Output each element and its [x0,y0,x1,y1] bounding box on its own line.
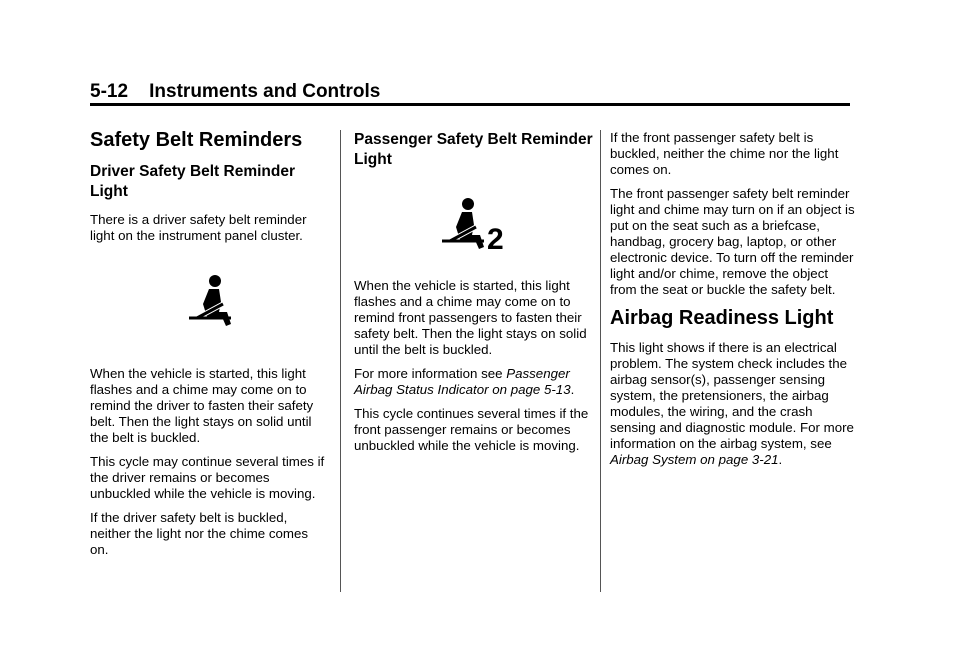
paragraph-text: This light shows if there is an electrical problem. The system check includes the airbag sensor(s), passenger sensing system, the pretensioners, the airbag modules, the wiring, and the crash sensing and diagnostic module. For more information on the airbag system, see [610,340,854,451]
section-heading-airbag-readiness: Airbag Readiness Light [610,307,834,329]
paragraph: This cycle may continue several times if the driver remains or becomes unbuckled while the vehicle is moving. [90,454,325,501]
paragraph: The front passenger safety belt reminder light and chime may turn on if an object is put on the seat such as a briefcase, handbag, grocery bag, laptop, or other electronic device. To turn off the reminder light and/or chime, remove the object from the seat or buckle the safety belt. [610,186,855,297]
section-title: Instruments and Controls [149,81,381,102]
cross-reference-link[interactable]: Passenger Airbag Status Indicator on page 5-13 [354,366,571,397]
column-2 [354,130,594,462]
paragraph: If the front passenger safety belt is buckled, neither the chime nor the light comes on. [610,130,839,177]
paragraph [354,366,594,398]
paragraph: If the driver safety belt is buckled, neither the light nor the chime comes on. [90,510,309,557]
page-number: 5-12 [90,81,129,102]
paragraph: When the vehicle is started, this light flashes and a chime may come on to remind the driver to fasten their safety belt. Then the light stays on solid until the belt is buckled. [90,366,314,445]
passenger-icon-number: 2 [487,223,504,254]
paragraph [610,340,855,468]
paragraph-text: . [570,382,575,397]
page-header [90,80,380,104]
paragraph: There is a driver safety belt reminder light on the instrument panel cluster. [90,212,307,243]
paragraph: When the vehicle is started, this light flashes and a chime may come on to remind front passengers to fasten their safety belt. Then the light stays on solid until the belt is buckled. [354,278,587,357]
passenger-icon-container [354,180,594,270]
paragraph-text: . [778,452,783,467]
passenger-seatbelt-reminder-icon [434,196,514,254]
paragraph: This cycle continues several times if the front passenger remains or becomes unbuckled while the vehicle is moving. [354,406,589,453]
subheading-driver-belt-light: Driver Safety Belt Reminder Light [90,163,296,200]
column-3 [610,130,855,476]
paragraph-text: For more information see [354,366,503,381]
column-divider-1 [340,130,341,592]
header-rule [90,103,850,106]
subheading-passenger-belt-light: Passenger Safety Belt Reminder Light [354,131,593,168]
column-1 [90,128,330,566]
driver-icon-container [90,252,330,352]
cross-reference-link[interactable]: Airbag System on page 3-21 [610,452,779,467]
column-divider-2 [600,130,601,592]
section-heading-safety-belt-reminders: Safety Belt Reminders [90,129,303,151]
seatbelt-reminder-icon [185,274,235,330]
